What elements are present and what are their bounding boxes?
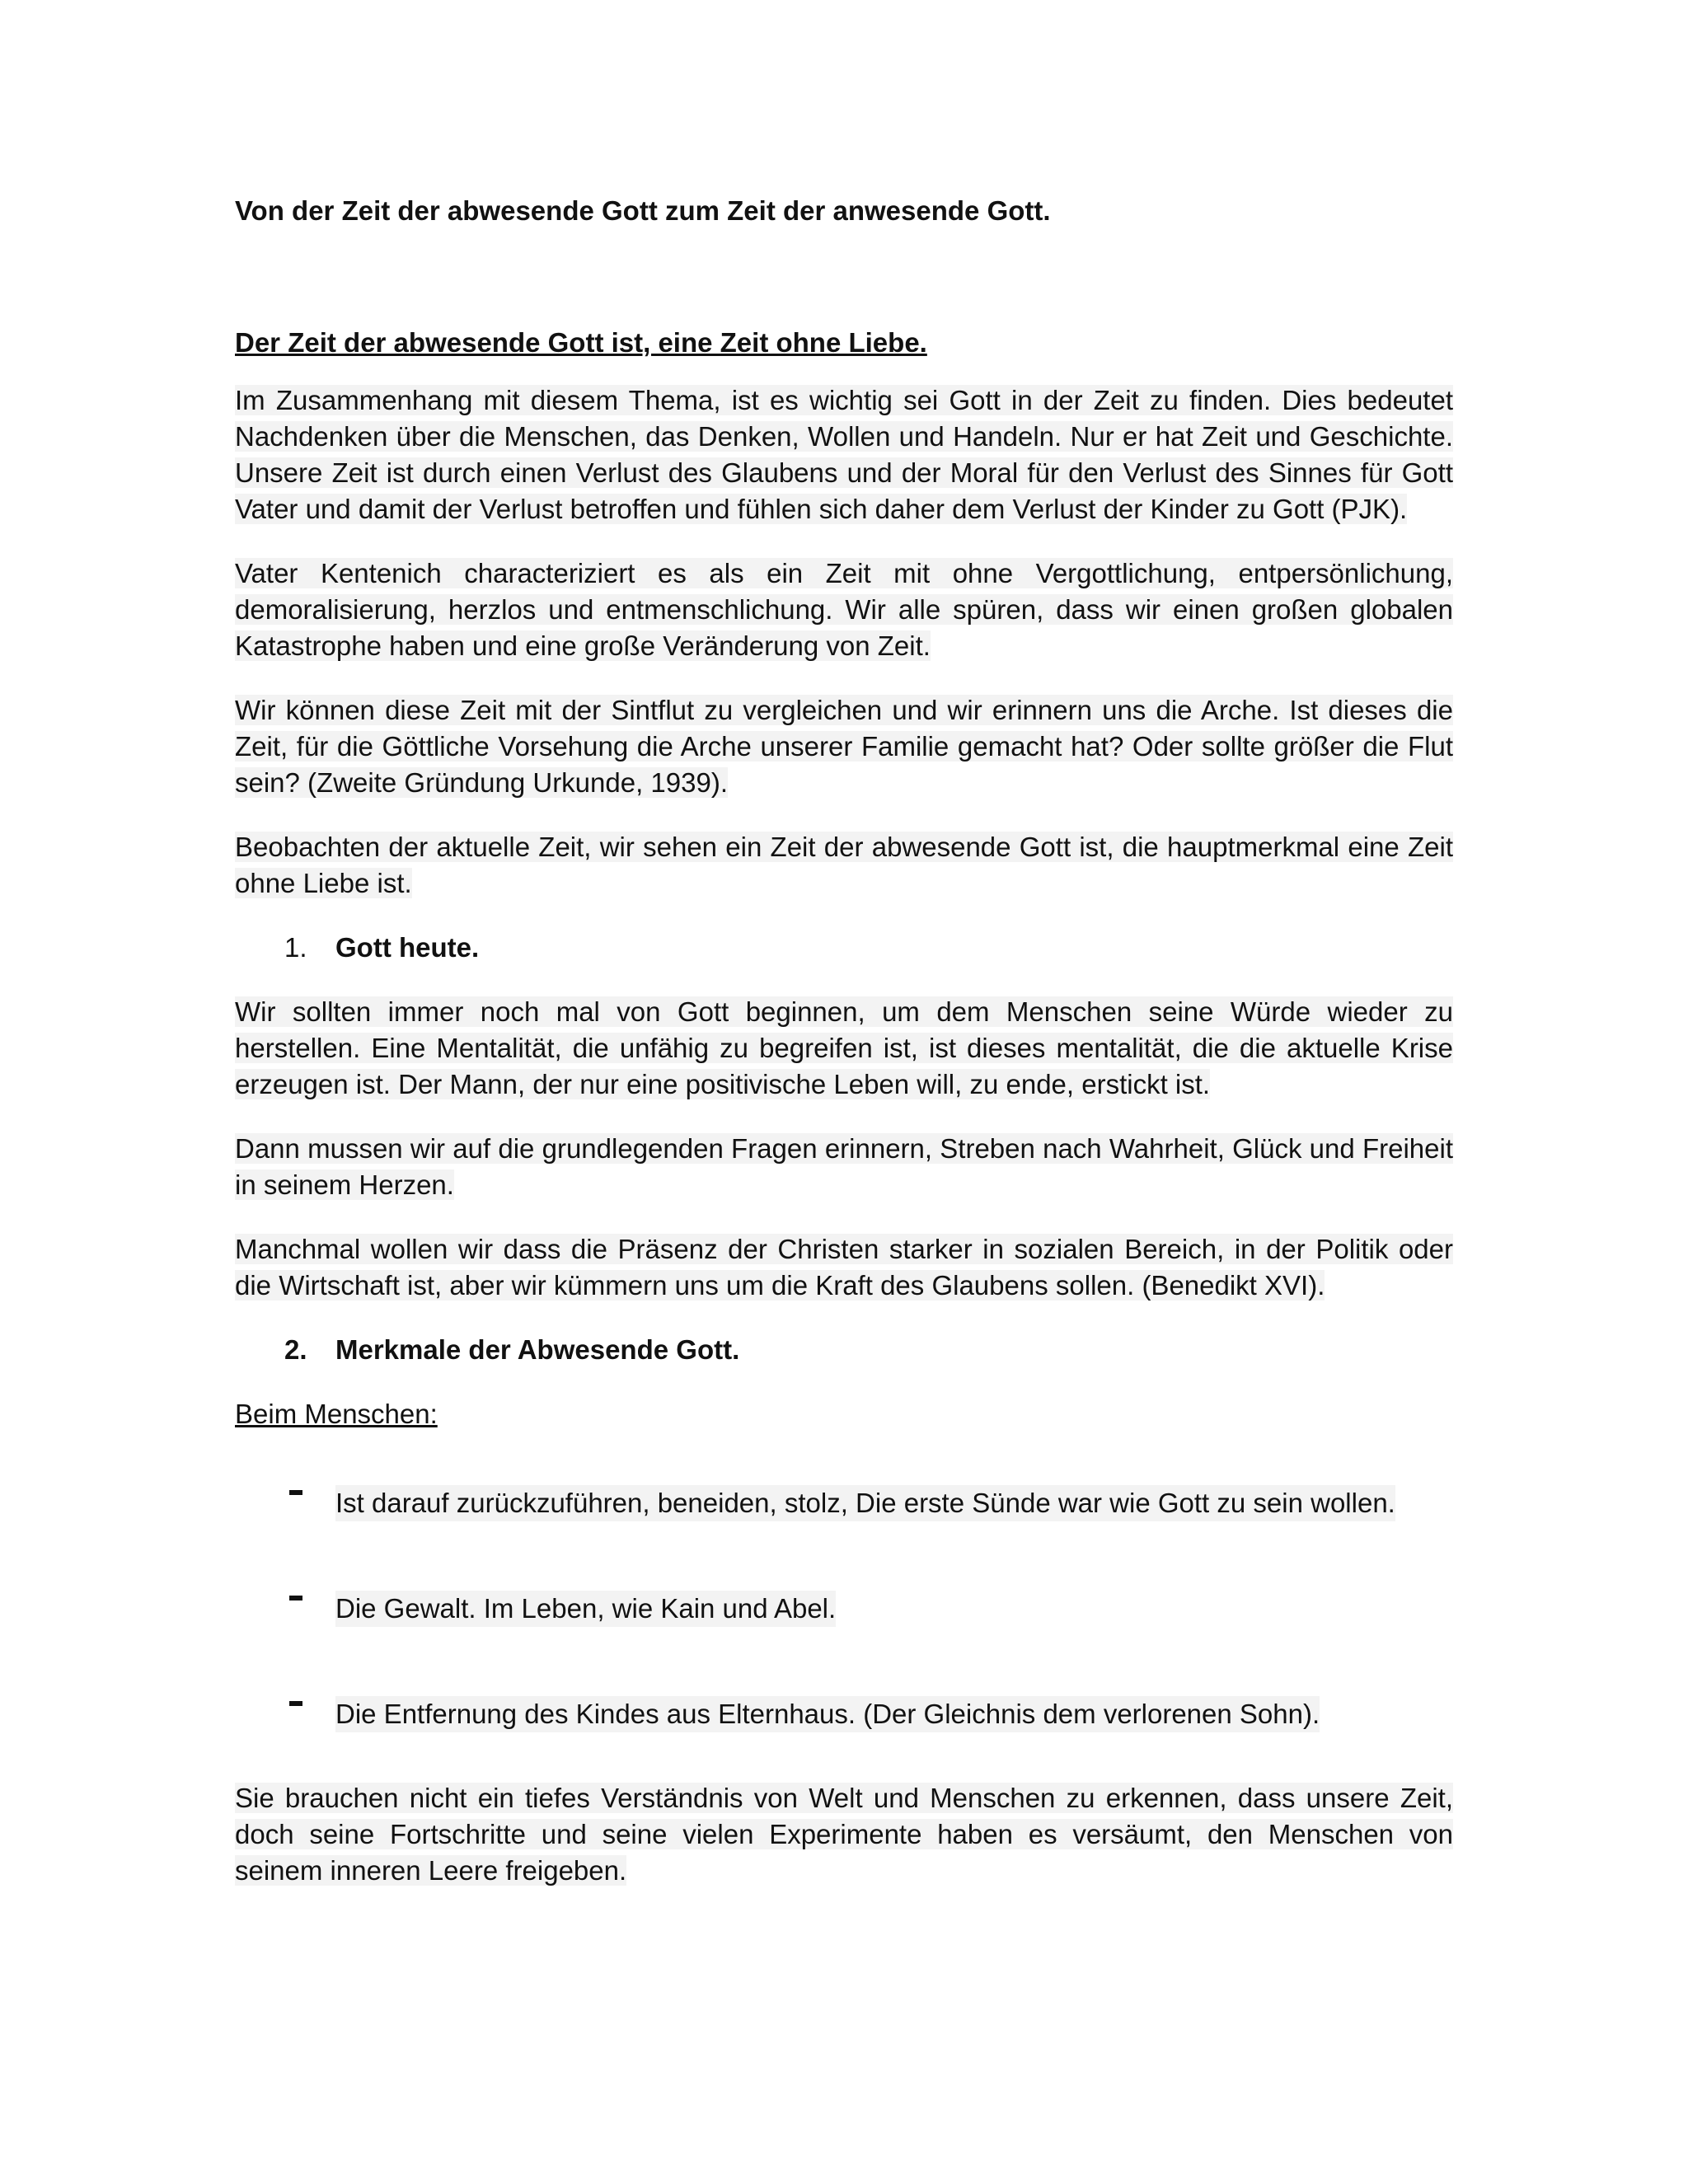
bullet-text: Die Gewalt. Im Leben, wie Kain und Abel. [335, 1591, 836, 1627]
document-title: Von der Zeit der abwesende Gott zum Zeit der anwesende Gott. [235, 195, 1051, 226]
paragraph-text: Wir sollten immer noch mal von Gott beginnen, um dem Menschen seine Würde wieder zu herstellen. Eine Mentalität, die unfähig zu begreifen ist, ist dieses mentalität, die die aktuelle Krise erzeugen ist. Der Mann, der nur eine positivische Leben will, zu ende, erstickt ist. [235, 996, 1453, 1099]
document-body [235, 191, 1453, 1917]
list-number: 2. [284, 1334, 307, 1365]
numbered-heading-2 [284, 1332, 1453, 1368]
paragraph [235, 692, 1453, 801]
numbered-heading-text: Merkmale der Abwesende Gott. [335, 1334, 740, 1365]
numbered-heading-1 [284, 930, 1453, 966]
paragraph-text: Sie brauchen nicht ein tiefes Verständnis von Welt und Menschen zu erkennen, dass unsere Zeit, doch seine Fortschritte und seine vielen Experimente haben es versäumt, den Menschen von seinem inneren Leere freigeben. [235, 1783, 1453, 1886]
dash-bullet-icon [284, 1696, 335, 1732]
paragraph [235, 829, 1453, 902]
paragraph [235, 1231, 1453, 1304]
paragraph-text: Vater Kentenich characteriziert es als ein Zeit mit ohne Vergottlichung, entpersönlichung, demoralisierung, herzlos und entmenschlichung. Wir alle spüren, dass wir einen großen globalen Katastrophe haben und eine große Veränderung von Zeit. [235, 558, 1453, 661]
paragraph-text: Im Zusammenhang mit diesem Thema, ist es wichtig sei Gott in der Zeit zu finden. Dies bedeutet Nachdenken über die Menschen, das Denken, Wollen und Handeln. Nur er hat Zeit und Geschichte. Unsere Zeit ist durch einen Verlust des Glaubens und der Moral für den Verlust des Sinnes für Gott Vater und damit der Verlust betroffen und fühlen sich daher dem Verlust der Kinder zu Gott (PJK). [235, 385, 1453, 524]
bullet-item [284, 1485, 1453, 1521]
numbered-heading-text: Gott heute. [335, 932, 480, 963]
dash-bullet-icon [284, 1591, 335, 1627]
paragraph [235, 555, 1453, 664]
paragraph [235, 1780, 1453, 1889]
paragraph-text: Dann mussen wir auf die grundlegenden Fragen erinnern, Streben nach Wahrheit, Glück und Freiheit in seinem Herzen. [235, 1133, 1453, 1200]
bullet-text: Ist darauf zurückzuführen, beneiden, stolz, Die erste Sünde war wie Gott zu sein wollen. [335, 1485, 1395, 1521]
section-heading: Der Zeit der abwesende Gott ist, eine Zeit ohne Liebe. [235, 327, 927, 358]
paragraph [235, 382, 1453, 527]
paragraph [235, 994, 1453, 1103]
paragraph [235, 1131, 1453, 1203]
paragraph-text: Beobachten der aktuelle Zeit, wir sehen ein Zeit der abwesende Gott ist, die hauptmerkmal eine Zeit ohne Liebe ist. [235, 832, 1453, 898]
list-number: 1. [284, 932, 307, 963]
subheading: Beim Menschen: [235, 1399, 438, 1429]
bullet-text: Die Entfernung des Kindes aus Elternhaus. (Der Gleichnis dem verlorenen Sohn). [335, 1696, 1320, 1732]
bullet-item [284, 1696, 1453, 1732]
bullet-item [284, 1591, 1453, 1627]
dash-bullet-icon [284, 1485, 335, 1521]
paragraph-text: Manchmal wollen wir dass die Präsenz der Christen starker in sozialen Bereich, in der Politik oder die Wirtschaft ist, aber wir kümmern uns um die Kraft des Glaubens sollen. (Benedikt XVI). [235, 1234, 1453, 1301]
paragraph-text: Wir können diese Zeit mit der Sintflut zu vergleichen und wir erinnern uns die Arche. Ist dieses die Zeit, für die Göttliche Vorsehung die Arche unserer Familie gemacht hat? Oder sollte größer die Flut sein? (Zweite Gründung Urkunde, 1939). [235, 695, 1453, 798]
